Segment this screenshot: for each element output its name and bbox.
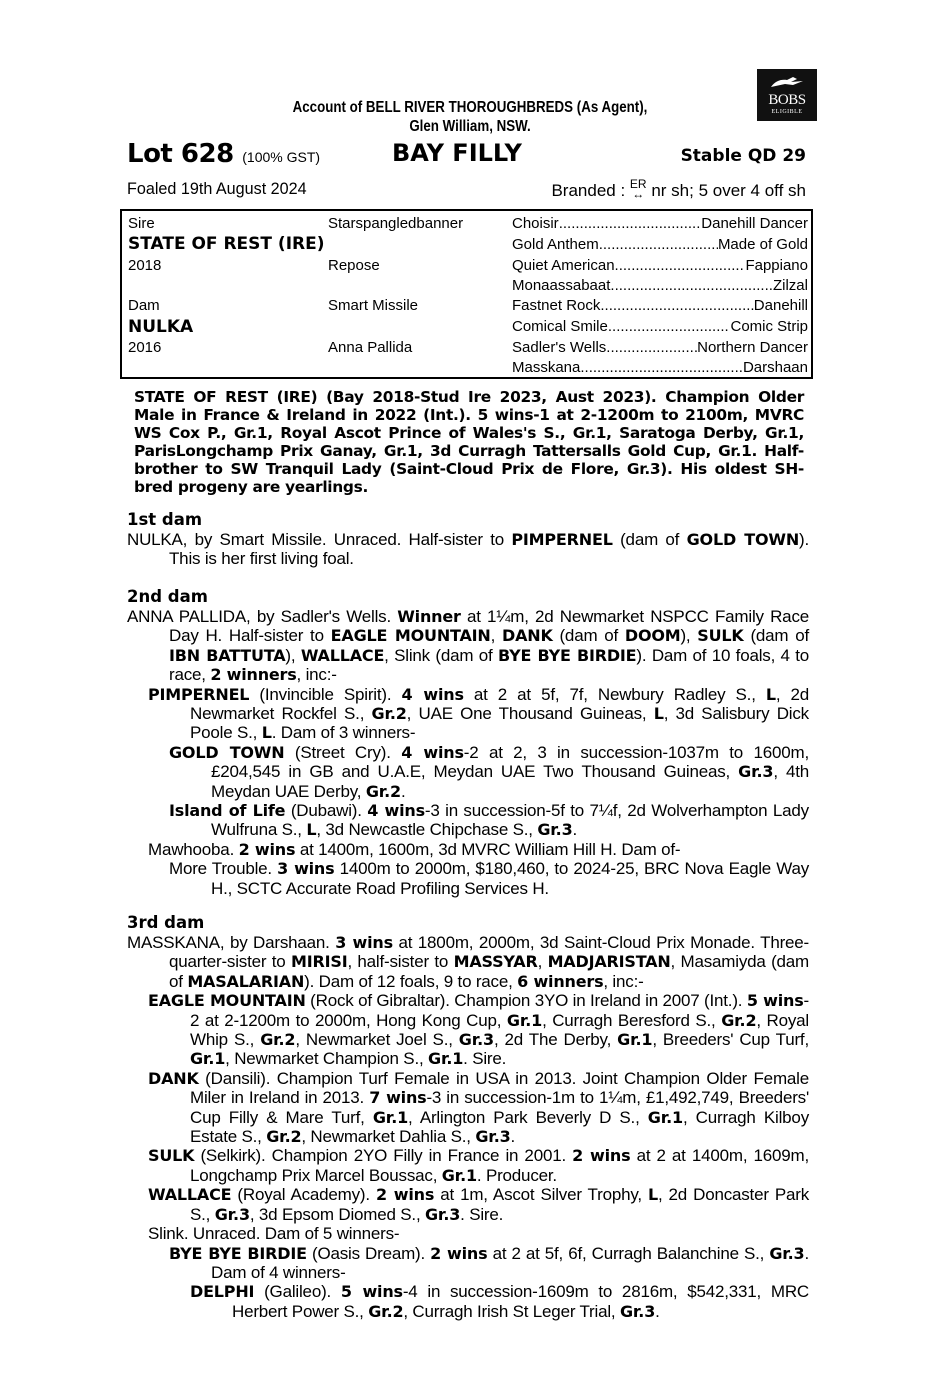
text: . [655,1301,660,1321]
ancestor-row: Choisir ..... Danehill Dancer [512,214,808,234]
text: ANNA PALLIDA, by Sadler's Wells. [127,607,398,626]
bold-text: Gr.2 [365,781,401,801]
text: , Newmarket Champion S., [225,1049,429,1069]
text: at 1m, Ascot Silver Trophy, [434,1185,648,1205]
branded-label: Branded : [551,181,626,200]
bold-text: Gr.1 [441,1165,477,1185]
text: , half-sister to [347,952,454,972]
text: -3 in succession-1m to 1¼m, £1,492,749, Breeders' Cup Filly & Mare Turf, [190,1088,809,1127]
text: -2 at 2, 3 in succession-1037m to 1600m, £204,545 in GB and U.A.E, Meydan UAE Two Thousand Guineas, [211,742,809,782]
bold-text: Gr.3 [475,1127,511,1147]
text: at 1800m, 2000m, 3d Saint-Cloud Prix Monade. Three-quarter-sister to [169,933,810,972]
text: , Breeders' Cup Turf, [652,1030,809,1050]
sire-year: 2018 [128,257,162,274]
bold-text: MIRISI [291,952,348,972]
dam-year: 2016 [128,339,162,356]
text: at 1¼m, 2d Newmarket NSPCC Family Race Day H. Half-sister to [169,607,809,646]
bold-text: PIMPERNEL [511,530,613,549]
bold-text: Gr.1 [190,1049,226,1069]
bold-text: DELPHI [190,1282,255,1302]
sire-label: Sire [128,215,155,232]
bold-text: Gr.2 [368,1301,404,1321]
bold-text: Gr.1 [372,1107,409,1127]
text: . Dam of 4 winners- [211,1243,810,1282]
text: . Sire. [460,1204,504,1224]
bold-text: Gr.1 [428,1049,464,1069]
section-body [127,607,809,898]
bold-text: IBN BATTUTA [169,645,286,665]
text: , 2d Doncaster Park S., [190,1185,810,1224]
text: at 1400m, 1600m, 3d MVRC William Hill H. Dam of- [295,839,681,859]
foaled-date: Foaled 19th August 2024 [127,179,307,198]
bold-text: Gr.2 [260,1030,296,1050]
text: , [490,626,502,646]
text: , 3d Newcastle Chipchase S., [316,820,538,840]
bold-text: EAGLE MOUNTAIN [148,991,306,1011]
sire-sire: Starspangledbanner [328,215,464,232]
text: , Newmarket Dahlia S., [301,1127,476,1147]
text: , Slink (dam of [384,645,498,665]
produce-paragraph [190,1282,809,1321]
section-heading: 1st dam [127,510,203,529]
bold-text: MASALARIAN [187,971,305,991]
text: , Curragh Kilboy Estate S., [190,1107,809,1147]
bold-text: Gr.2 [266,1127,302,1147]
bold-text: Gr.3 [214,1204,250,1224]
text: MASSKANA, by Darshaan. [127,933,336,952]
second-dam-section [127,587,809,898]
bold-text: 3 wins [335,933,393,952]
bold-text: 2 wins [430,1243,488,1263]
bold-text: Gr.3 [425,1204,461,1224]
bold-text: Winner [397,607,461,626]
bold-text: DOOM [624,626,681,646]
produce-paragraph [169,1244,809,1283]
text: (Oasis Dream). [306,1243,431,1263]
text: (Selkirk). Champion 2YO Filly in France in 2001. [194,1146,573,1166]
bold-text: WALLACE [148,1185,232,1205]
text: . Producer. [476,1165,557,1185]
bold-text: 2 wins [572,1146,631,1166]
logo-subtext: ELIGIBLE [771,109,803,115]
ancestor-row: Masskana ..... Darshaan [512,358,808,378]
produce-paragraph [148,1224,809,1243]
section-body [127,933,809,1321]
bold-text: Gr.3 [619,1301,656,1321]
ancestor-row: Gold Anthem ..... Made of Gold [512,235,808,255]
bold-text: 2 wins [375,1185,435,1205]
produce-paragraph [148,1069,809,1147]
bold-text: Gr.1 [647,1107,683,1127]
bold-text: 4 wins [401,684,464,704]
produce-paragraph [169,801,809,840]
text: 1400m to 2000m, $180,460, to 2024-25, BRC Nova Eagle Way H., SCTC Accurate Road Profiling Services H. [211,859,809,898]
dam-dam: Anna Pallida [328,339,413,356]
ancestor-row: Monaassabaat ..... Zilzal [512,276,808,296]
bold-text: L [653,704,664,724]
text: (Royal Academy). [231,1185,376,1205]
text: , Curragh Beresford S., [542,1010,722,1030]
pedigree-box [120,209,813,379]
text: at 2 at 5f, 6f, Curragh Balanchine S., [487,1243,770,1263]
gst-label: (100% GST) [242,149,321,165]
vendor-line-1: Account of BELL RIVER THOROUGHBREDS (As Agent), [292,99,648,116]
text: , Arlington Park Beverly D S., [408,1107,648,1127]
text: , 3d Salisbury Dick Poole S., [190,704,809,743]
bold-text: 3 wins [277,859,335,879]
sire-dam: Repose [328,257,380,274]
produce-paragraph [148,991,809,1069]
ancestor-row: Sadler's Wells ..... Northern Dancer [512,338,808,358]
text: , 4th Meydan UAE Derby, [211,762,809,801]
horse-head-icon [757,73,817,93]
text: . [510,1127,516,1147]
text: More Trouble. [169,859,278,879]
bold-text: Gr.3 [738,762,774,782]
stable-number: Stable QD 29 [680,146,806,166]
ancestor-row: Fastnet Rock ..... Danehill [512,296,808,316]
text: NULKA, by Smart Missile. Unraced. Half-sister to [127,530,512,549]
text: (dam of [743,626,809,646]
bold-text: MADJARISTAN [547,952,671,972]
text: . [400,781,406,801]
dam-name: NULKA [128,317,194,337]
bold-text: Gr.3 [537,820,573,840]
text: , UAE One Thousand Guineas, [406,704,654,724]
bold-text: MASSYAR [453,952,538,972]
produce-paragraph [148,1185,809,1224]
text: Slink. Unraced. Dam of 5 winners- [148,1224,400,1244]
text: . Sire. [463,1049,507,1069]
brand-info [551,179,806,201]
bold-text: EAGLE MOUNTAIN [330,626,491,646]
bold-text: Gr.1 [617,1030,653,1050]
ancestor-row: Comical Smile ..... Comic Strip [512,317,808,337]
bobs-eligible-logo [757,69,817,121]
text: , Masamiyda (dam of [169,952,810,991]
produce-paragraph [169,859,809,898]
text: -2 at 2-1200m to 2000m, Hong Kong Cup, [190,991,809,1030]
bold-text: Island of Life [169,801,286,821]
horse-description: BAY FILLY [392,139,522,167]
text: ). Dam of 10 foals, 4 to race, [169,645,809,685]
first-dam-section [127,510,809,569]
bold-text: Gr.2 [371,704,407,724]
bold-text: Gr.1 [506,1010,543,1030]
text: , Newmarket Joel S., [295,1030,459,1050]
brand-mark-icon: ER ↔ [629,177,647,201]
text: ), [680,626,698,646]
bold-text: BYE BYE BIRDIE [169,1243,307,1263]
bold-text: BYE BYE BIRDIE [497,645,637,665]
third-dam-section [127,913,809,1321]
bold-text: 2 winners [210,665,297,685]
text: , 3d Epsom Diomed S., [249,1204,425,1224]
text: , Curragh Irish St Leger Trial, [403,1301,620,1321]
text: (Street Cry). [284,742,402,762]
bold-text: SULK [148,1146,195,1166]
text: Mawhooba. [148,839,239,859]
produce-paragraph [148,685,809,743]
text: ). This is her first living foal. [169,530,810,569]
text: at 2 at 1400m, 1609m, Longchamp Prix Marcel Boussac, [190,1146,809,1185]
text: , inc:- [603,971,644,991]
bold-text: GOLD TOWN [686,530,800,549]
bold-text: L [306,820,317,840]
bold-text: Gr.3 [458,1030,494,1050]
text: -3 in succession-5f to 7¼f, 2d Wolverhampton Lady Wulfruna S., [211,801,809,840]
bold-text: L [765,684,776,704]
produce-paragraph [127,530,809,569]
bold-text: L [647,1185,658,1205]
bold-text: 5 wins [746,991,804,1011]
logo-text: BOBS [768,92,806,108]
sire-summary: STATE OF REST (IRE) (Bay 2018-Stud Ire 2023, Aust 2023). Champion Older Male in France & Ireland in 2022 (Int.). 5 wins-1 at 2-1200m to 2100m, MVRC WS Cox P., Gr.1, Royal Ascot Prince of Wales's S., Gr.1, Saratoga Derby, Gr.1, ParisLongchamp Prix Ganay, Gr.1, 3d Curragh Tattersalls Gold Cup, Gr.1. Half-brother to SW Tranquil Lady (Saint-Cloud Prix de Flore, Gr.3). His oldest SH-bred progeny are yearlings. [134,388,804,496]
bold-text: SULK [697,626,744,646]
ancestor-row: Quiet American ..... Fappiano [512,256,808,276]
text: ), [285,645,301,665]
bold-text: GOLD TOWN [169,742,285,762]
text: , 2d Newmarket Rockfel S., [190,684,809,724]
text: . [572,820,578,840]
produce-paragraph [148,1146,809,1185]
bold-text: PIMPERNEL [148,684,250,704]
bold-text: DANK [148,1068,199,1088]
text: (Invincible Spirit). [249,684,402,704]
bold-text: DANK [501,626,553,646]
text: , 2d The Derby, [493,1030,618,1050]
text: , Royal Whip S., [190,1010,809,1050]
vendor-account [221,98,720,136]
section-heading: 2nd dam [127,587,208,606]
bold-text: Gr.2 [721,1010,757,1030]
text: -4 in succession-1609m to 2816m, $542,331, MRC Herbert Power S., [232,1282,809,1321]
text: (Rock of Gibraltar). Champion 3YO in Ireland in 2007 (Int.). [305,991,747,1011]
bold-text: 6 winners [517,971,604,991]
vendor-line-2: Glen William, NSW. [409,118,531,135]
dam-label: Dam [128,297,160,314]
produce-paragraph [127,607,809,685]
bold-text: 5 wins [340,1282,403,1302]
produce-paragraph [169,743,809,801]
sire-name: STATE OF REST (IRE) [128,234,325,254]
section-heading: 3rd dam [127,913,205,932]
lot-number [127,139,320,169]
text: at 2 at 5f, 7f, Newbury Radley S., [463,684,766,704]
text: (dam of [552,626,625,646]
bold-text: 4 wins [401,742,464,762]
bold-text: L [261,723,272,743]
text: (dam of [612,530,687,549]
text: , [537,952,548,972]
branded-text: nr sh; 5 over 4 off sh [651,181,806,200]
text: (Dansili). Champion Turf Female in USA in 2013. Joint Champion Older Female Miler in Ireland in 2013. [190,1068,809,1108]
bold-text: 7 wins [369,1088,427,1108]
produce-paragraph [127,933,809,991]
bold-text: 2 wins [238,839,296,859]
lot-label: Lot 628 [127,139,234,169]
dam-sire: Smart Missile [328,297,419,314]
text: , inc:- [296,665,337,685]
bold-text: Gr.3 [769,1243,805,1263]
bold-text: 4 wins [367,801,425,821]
text: . Dam of 3 winners- [271,723,416,743]
text: (Galileo). [254,1282,341,1302]
produce-paragraph [148,840,809,859]
text: (Dubawi). [285,801,368,821]
section-body [127,530,809,569]
text: ). Dam of 12 foals, 9 to race, [304,971,518,991]
bold-text: WALLACE [300,645,385,665]
